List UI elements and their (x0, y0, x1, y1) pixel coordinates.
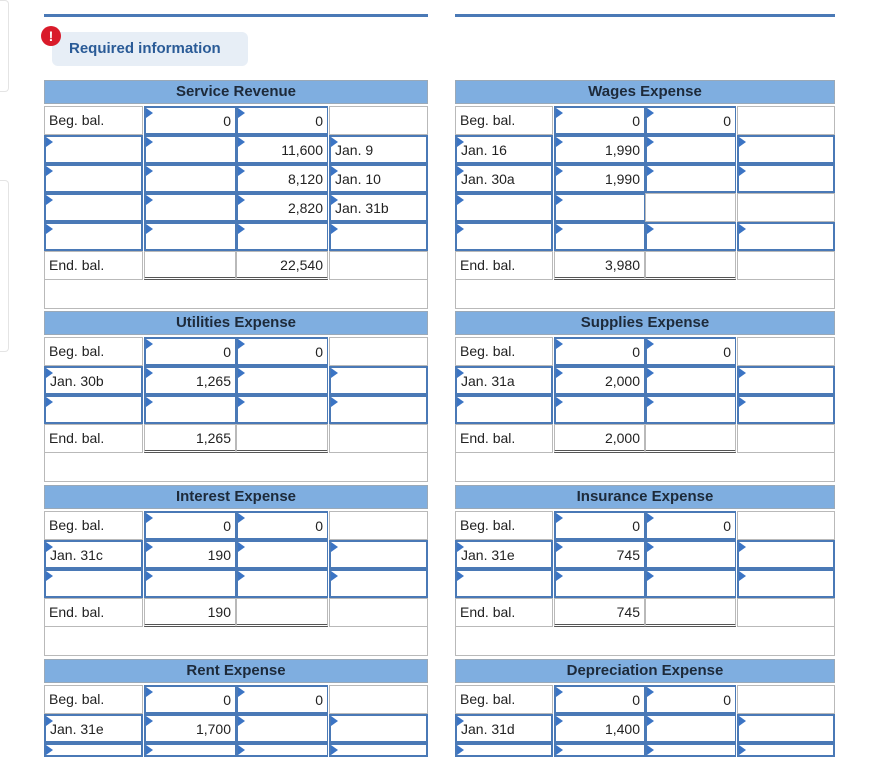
account-title: Depreciation Expense (455, 659, 835, 683)
end-ref (737, 424, 835, 453)
row-ref (737, 106, 835, 135)
beg-credit-input[interactable]: 0 (645, 106, 736, 135)
row-label: Beg. bal. (455, 685, 553, 714)
credit-ref-select[interactable] (329, 743, 428, 757)
taccount-insurance-expense (455, 485, 835, 657)
debit-amount-input[interactable] (144, 222, 236, 251)
beg-credit-input[interactable]: 0 (236, 337, 328, 366)
beg-debit-input[interactable]: 0 (144, 337, 236, 366)
debit-ref-select[interactable] (44, 193, 143, 222)
account-title: Service Revenue (44, 80, 428, 104)
credit-ref-select[interactable] (329, 569, 428, 598)
account-title: Rent Expense (44, 659, 428, 683)
credit-amount-input[interactable] (645, 366, 736, 395)
debit-ref-select[interactable]: Jan. 31c (44, 540, 143, 569)
debit-ref-select[interactable]: Jan. 31e (455, 540, 553, 569)
row-ref (329, 106, 428, 135)
end-ref (737, 251, 835, 280)
taccount-depreciation-expense (455, 659, 835, 765)
end-debit-value: 1,265 (144, 424, 236, 453)
credit-ref-select[interactable] (737, 743, 835, 757)
credit-ref-select[interactable] (737, 395, 835, 424)
credit-amount-input[interactable] (645, 395, 736, 424)
taccount-wages-expense (455, 80, 835, 310)
debit-amount-input[interactable]: 745 (554, 540, 645, 569)
beg-debit-input[interactable]: 0 (554, 106, 645, 135)
credit-ref-select[interactable] (737, 222, 835, 251)
debit-ref-select[interactable] (44, 569, 143, 598)
debit-ref-select[interactable] (44, 135, 143, 164)
end-debit-value: 745 (554, 598, 645, 627)
account-title: Insurance Expense (455, 485, 835, 509)
debit-ref-select[interactable] (44, 743, 143, 757)
debit-amount-input[interactable] (144, 743, 236, 757)
end-bal-label: End. bal. (44, 598, 143, 627)
debit-amount-input[interactable]: 1,265 (144, 366, 236, 395)
credit-amount-input[interactable] (645, 164, 736, 193)
end-credit-value (236, 598, 328, 627)
credit-amount-input[interactable] (236, 743, 328, 757)
debit-amount-input[interactable] (144, 135, 236, 164)
taccount-rent-expense (44, 659, 428, 765)
credit-ref-select[interactable]: Jan. 9 (329, 135, 428, 164)
debit-amount-input[interactable] (144, 164, 236, 193)
empty-cell (645, 193, 736, 222)
debit-ref-select[interactable] (455, 395, 553, 424)
credit-ref-select[interactable] (329, 714, 428, 743)
credit-amount-input[interactable] (645, 569, 736, 598)
credit-ref-select[interactable] (737, 569, 835, 598)
debit-ref-select[interactable] (455, 222, 553, 251)
debit-ref-select[interactable] (455, 569, 553, 598)
row-ref (737, 685, 835, 714)
credit-ref-select[interactable] (737, 714, 835, 743)
spacer-row (44, 280, 428, 309)
spacer-row (44, 453, 428, 482)
credit-amount-input[interactable] (236, 222, 328, 251)
side-frame (0, 0, 9, 92)
credit-amount-input[interactable] (645, 714, 736, 743)
debit-amount-input[interactable]: 1,990 (554, 164, 645, 193)
debit-amount-input[interactable]: 190 (144, 540, 236, 569)
end-debit-value: 190 (144, 598, 236, 627)
row-label: Beg. bal. (455, 106, 553, 135)
beg-debit-input[interactable]: 0 (554, 685, 645, 714)
credit-ref-select[interactable] (737, 135, 835, 164)
alert-icon: ! (41, 26, 61, 46)
account-title: Utilities Expense (44, 311, 428, 335)
account-title: Supplies Expense (455, 311, 835, 335)
debit-amount-input[interactable] (144, 193, 236, 222)
end-bal-label: End. bal. (455, 424, 553, 453)
end-ref (329, 424, 428, 453)
row-label: Beg. bal. (44, 337, 143, 366)
debit-amount-input[interactable]: 1,990 (554, 135, 645, 164)
taccount-interest-expense (44, 485, 428, 657)
debit-amount-input[interactable]: 1,700 (144, 714, 236, 743)
row-label: Beg. bal. (455, 511, 553, 540)
end-bal-label: End. bal. (455, 251, 553, 280)
debit-ref-select[interactable] (44, 395, 143, 424)
spacer-row (455, 453, 835, 482)
debit-ref-select[interactable] (44, 164, 143, 193)
debit-ref-select[interactable]: Jan. 30a (455, 164, 553, 193)
credit-amount-input[interactable]: 11,600 (236, 135, 328, 164)
debit-amount-input[interactable] (554, 193, 645, 222)
end-ref (737, 598, 835, 627)
beg-debit-input[interactable]: 0 (144, 511, 236, 540)
row-ref (737, 511, 835, 540)
side-frame (0, 180, 9, 352)
debit-ref-select[interactable]: Jan. 31d (455, 714, 553, 743)
taccount-utilities-expense (44, 311, 428, 483)
end-bal-label: End. bal. (44, 424, 143, 453)
beg-credit-input[interactable]: 0 (236, 511, 328, 540)
end-debit-value (144, 251, 236, 280)
beg-debit-input[interactable]: 0 (554, 337, 645, 366)
credit-amount-input[interactable] (645, 743, 736, 757)
debit-ref-select[interactable]: Jan. 31a (455, 366, 553, 395)
row-label: Beg. bal. (455, 337, 553, 366)
credit-amount-input[interactable] (236, 569, 328, 598)
end-debit-value: 2,000 (554, 424, 645, 453)
debit-amount-input[interactable]: 2,000 (554, 366, 645, 395)
debit-ref-select[interactable]: Jan. 16 (455, 135, 553, 164)
debit-ref-select[interactable] (44, 222, 143, 251)
beg-debit-input[interactable]: 0 (144, 685, 236, 714)
beg-credit-input[interactable]: 0 (645, 337, 736, 366)
end-credit-value (645, 251, 736, 280)
beg-credit-input[interactable]: 0 (645, 511, 736, 540)
end-credit-value (236, 424, 328, 453)
row-ref (329, 511, 428, 540)
taccount-supplies-expense (455, 311, 835, 483)
debit-amount-input[interactable] (144, 569, 236, 598)
debit-amount-input[interactable] (554, 222, 645, 251)
row-ref (329, 685, 428, 714)
row-ref (329, 337, 428, 366)
credit-amount-input[interactable] (645, 135, 736, 164)
end-debit-value: 3,980 (554, 251, 645, 280)
debit-amount-input[interactable] (144, 395, 236, 424)
debit-amount-input[interactable] (554, 743, 645, 757)
end-credit-value (645, 424, 736, 453)
credit-amount-input[interactable]: 2,820 (236, 193, 328, 222)
credit-ref-select[interactable]: Jan. 31b (329, 193, 428, 222)
debit-ref-select[interactable]: Jan. 31e (44, 714, 143, 743)
row-ref (737, 337, 835, 366)
taccount-service-revenue (44, 80, 428, 310)
end-bal-label: End. bal. (44, 251, 143, 280)
spacer-row (44, 627, 428, 656)
debit-ref-select[interactable] (455, 193, 553, 222)
credit-amount-input[interactable] (645, 222, 736, 251)
end-credit-value: 22,540 (236, 251, 328, 280)
beg-credit-input[interactable]: 0 (236, 106, 328, 135)
credit-amount-input[interactable] (236, 540, 328, 569)
credit-ref-select[interactable] (737, 540, 835, 569)
account-title: Interest Expense (44, 485, 428, 509)
credit-ref-select[interactable] (329, 540, 428, 569)
debit-amount-input[interactable] (554, 569, 645, 598)
beg-credit-input[interactable]: 0 (645, 685, 736, 714)
row-label: Beg. bal. (44, 511, 143, 540)
row-label: Beg. bal. (44, 685, 143, 714)
credit-amount-input[interactable] (236, 395, 328, 424)
credit-ref-select[interactable] (329, 222, 428, 251)
debit-amount-input[interactable]: 1,400 (554, 714, 645, 743)
end-credit-value (645, 598, 736, 627)
credit-ref-select[interactable] (737, 366, 835, 395)
spacer-row (455, 280, 835, 309)
top-rule-left (44, 14, 428, 17)
debit-amount-input[interactable] (554, 395, 645, 424)
empty-cell (737, 193, 835, 222)
credit-ref-select[interactable] (329, 395, 428, 424)
required-info-label: Required information (69, 40, 221, 57)
debit-ref-select[interactable]: Jan. 30b (44, 366, 143, 395)
account-title: Wages Expense (455, 80, 835, 104)
end-ref (329, 598, 428, 627)
debit-ref-select[interactable] (455, 743, 553, 757)
credit-amount-input[interactable]: 8,120 (236, 164, 328, 193)
credit-amount-input[interactable] (236, 366, 328, 395)
credit-amount-input[interactable] (645, 540, 736, 569)
end-ref (329, 251, 428, 280)
credit-ref-select[interactable] (737, 164, 835, 193)
credit-ref-select[interactable] (329, 366, 428, 395)
beg-debit-input[interactable]: 0 (554, 511, 645, 540)
end-bal-label: End. bal. (455, 598, 553, 627)
credit-ref-select[interactable]: Jan. 10 (329, 164, 428, 193)
beg-credit-input[interactable]: 0 (236, 685, 328, 714)
beg-debit-input[interactable]: 0 (144, 106, 236, 135)
row-label: Beg. bal. (44, 106, 143, 135)
spacer-row (455, 627, 835, 656)
top-rule-right (455, 14, 835, 17)
credit-amount-input[interactable] (236, 714, 328, 743)
